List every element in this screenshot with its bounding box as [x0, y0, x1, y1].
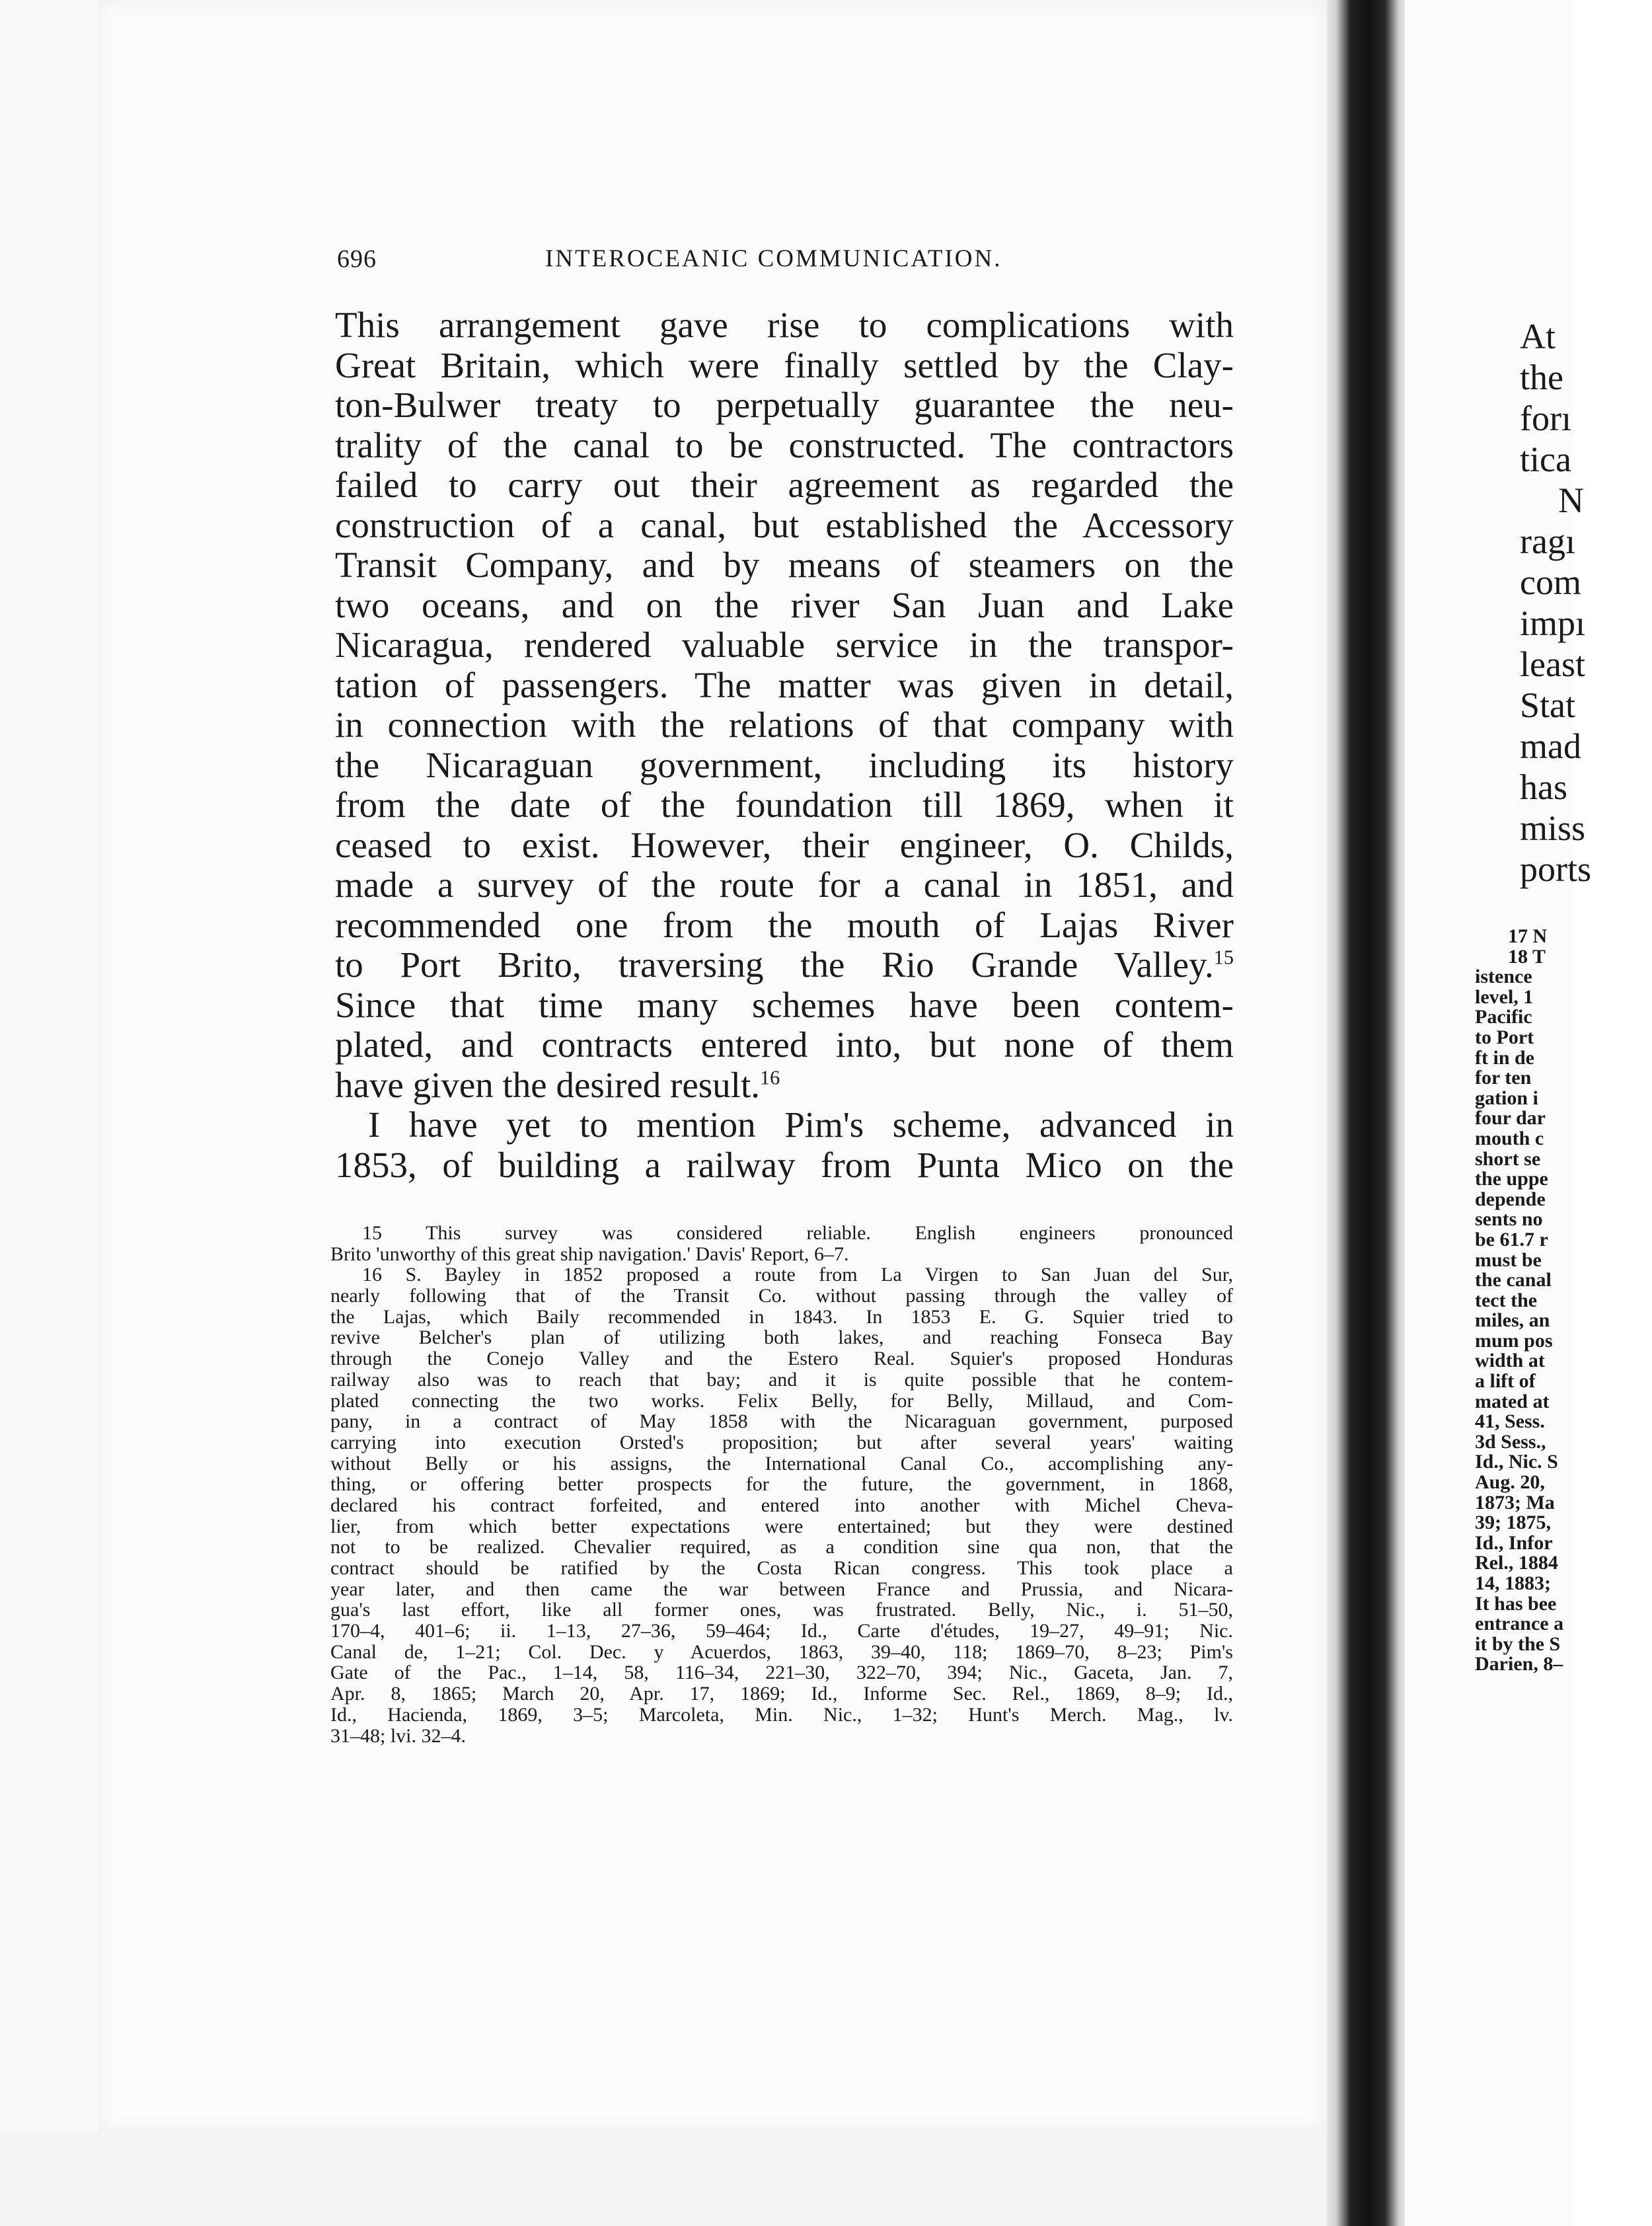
body-line: made a survey of the route for a canal in 1851, and	[335, 864, 1234, 905]
right-body-fragment: Stat	[1520, 685, 1576, 725]
footnote-line: 170–4, 401–6; ii. 1–13, 27–36, 59–464; Id., Carte d'études, 19–27, 49–91; Nic.	[330, 1620, 1233, 1642]
right-note-fragment: Aug. 20,	[1475, 1471, 1545, 1494]
right-note-fragment: 3d Sess.,	[1475, 1430, 1546, 1453]
right-note-fragment: must be	[1475, 1248, 1542, 1271]
footnote-line: declared his contract forfeited, and entered into another with Michel Cheva-	[330, 1494, 1233, 1516]
footnote-line: the Lajas, which Baily recommended in 1843. In 1853 E. G. Squier tried to	[330, 1305, 1233, 1328]
body-line	[335, 945, 1234, 985]
footnote-line: plated connecting the two works. Felix Belly, for Belly, Millaud, and Com-	[330, 1389, 1233, 1412]
right-note-fragment: 39; 1875,	[1475, 1512, 1551, 1534]
right-note-fragment: 18 T	[1508, 945, 1546, 968]
right-page-body-fragments	[1520, 316, 1652, 890]
footnote-line: lier, from which better expectations were entertained; but they were destined	[330, 1515, 1233, 1537]
body-line: This arrangement gave rise to complications with	[335, 305, 1234, 345]
right-body-fragment: forı	[1520, 399, 1571, 438]
right-body-fragment: com	[1520, 562, 1581, 602]
footnote-line: carrying into execution Orsted's proposition; but after several years' waiting	[330, 1431, 1233, 1453]
running-head-title: INTEROCEANIC COMMUNICATION.	[545, 245, 1002, 272]
right-note-fragment: short se	[1475, 1147, 1541, 1170]
right-note-fragment: entrance a	[1475, 1613, 1564, 1635]
footnote-line: Id., Hacienda, 1869, 3–5; Marcoleta, Min. Nic., 1–32; Hunt's Merch. Mag., lv.	[330, 1703, 1233, 1726]
body-line-text: to Port Brito, traversing the Rio Grande Valley.	[335, 944, 1214, 985]
body-line: recommended one from the mouth of Lajas River	[335, 904, 1234, 945]
body-line: in connection with the relations of that company with	[335, 705, 1234, 745]
body-text	[335, 305, 1234, 1185]
right-note-fragment: a lift of	[1475, 1370, 1536, 1393]
body-line: Since that time many schemes have been contem-	[335, 984, 1234, 1025]
footnote-line: through the Conejo Valley and the Estero Real. Squier's proposed Honduras	[330, 1348, 1233, 1370]
right-page-note-fragments	[1475, 927, 1607, 1675]
footnote-line: railway also was to reach that bay; and it is quite possible that he contem-	[330, 1368, 1233, 1391]
right-note-fragment: level, 1	[1475, 985, 1534, 1008]
footnote-line: 16 S. Bayley in 1852 proposed a route from La Virgen to San Juan del Sur,	[362, 1264, 1233, 1286]
right-note-fragment: 17 N	[1508, 925, 1548, 947]
right-note-fragment: it by the S	[1475, 1632, 1561, 1655]
right-note-fragment: 41, Sess.	[1475, 1410, 1545, 1433]
page-bottom-margin	[0, 2131, 1327, 2226]
right-body-fragment: has	[1520, 767, 1567, 807]
right-body-fragment: miss	[1520, 808, 1586, 848]
footnote-line: contract should be ratified by the Costa Rican congress. This took place a	[330, 1557, 1233, 1579]
body-line: Great Britain, which were finally settled by the Clay-	[335, 344, 1234, 385]
page-number: 696	[337, 245, 377, 273]
right-body-fragment: ragı	[1520, 521, 1575, 561]
right-note-fragment: depende	[1475, 1188, 1546, 1210]
right-note-fragment: mated at	[1475, 1390, 1550, 1412]
right-body-fragment: the	[1520, 358, 1563, 397]
right-body-fragment: N	[1558, 480, 1584, 520]
footnote-line: thing, or offering better prospects for the future, the government, in 1868,	[330, 1473, 1233, 1496]
body-line: construction of a canal, but established the Accessory	[335, 504, 1234, 545]
body-line: trality of the canal to be constructed. The contractors	[335, 424, 1234, 465]
footnote-line: without Belly or his assigns, the International Canal Co., accomplishing any-	[330, 1452, 1233, 1475]
right-note-fragment: be 61.7 r	[1475, 1228, 1548, 1250]
body-line: 1853, of building a railway from Punta Mico on the	[335, 1144, 1234, 1185]
footnote-line: 31–48; lvi. 32–4.	[330, 1724, 467, 1747]
right-note-fragment: gation i	[1475, 1087, 1538, 1109]
running-header	[337, 245, 1232, 278]
body-line: plated, and contracts entered into, but none of them	[335, 1024, 1234, 1065]
right-note-fragment: to Port	[1475, 1026, 1534, 1048]
right-note-fragment: sents no	[1475, 1208, 1543, 1231]
right-note-fragment: 14, 1883;	[1475, 1572, 1551, 1594]
body-line: two oceans, and on the river San Juan and Lake	[335, 584, 1234, 625]
body-line: from the date of the foundation till 1869, when it	[335, 785, 1234, 825]
right-note-fragment: Darien, 8–	[1475, 1653, 1563, 1675]
body-line: failed to carry out their agreement as regarded the	[335, 465, 1234, 505]
book-gutter-shadow	[1327, 0, 1405, 2226]
body-line: ceased to exist. However, their engineer, O. Childs,	[335, 824, 1234, 865]
footnote-line: pany, in a contract of May 1858 with the Nicaraguan government, purposed	[330, 1410, 1233, 1433]
right-body-fragment: impı	[1520, 603, 1586, 643]
footnote-line: Canal de, 1–21; Col. Dec. y Acuerdos, 1863, 39–40, 118; 1869–70, 8–23; Pim's	[330, 1640, 1233, 1663]
right-note-fragment: Rel., 1884	[1475, 1552, 1558, 1574]
right-body-fragment: ports	[1520, 849, 1591, 889]
footnote-line: year later, and then came the war between France and Prussia, and Nicara-	[330, 1578, 1233, 1600]
body-line: ton-Bulwer treaty to perpetually guarantee the neu-	[335, 385, 1234, 425]
body-line: I have yet to mention Pim's scheme, advanced in	[368, 1104, 1234, 1145]
right-body-fragment: least	[1520, 644, 1585, 684]
footnote-line: Apr. 8, 1865; March 20, Apr. 17, 1869; Id., Informe Sec. Rel., 1869, 8–9; Id.,	[330, 1683, 1233, 1705]
footnote-line: Gate of the Pac., 1–14, 58, 116–34, 221–30, 322–70, 394; Nic., Gaceta, Jan. 7,	[330, 1662, 1233, 1684]
right-note-fragment: for ten	[1475, 1067, 1532, 1089]
footnote-line: not to be realized. Chevalier required, as a condition sine qua non, that the	[330, 1536, 1233, 1558]
footnote-line: Brito 'unworthy of this great ship navigation.' Davis' Report, 6–7.	[330, 1243, 849, 1265]
right-note-fragment: ft in de	[1475, 1046, 1534, 1069]
right-note-fragment: the uppe	[1475, 1168, 1548, 1190]
right-body-fragment: mad	[1520, 726, 1581, 766]
footnote-line: nearly following that of the Transit Co. without passing through the valley of	[330, 1285, 1233, 1307]
body-line-text: have given the desired result.	[335, 1064, 760, 1105]
footnote-ref-15: 15	[1213, 946, 1234, 969]
right-note-fragment: mouth c	[1475, 1127, 1544, 1149]
footnote-line: revive Belcher's plan of utilizing both lakes, and reaching Fonseca Bay	[330, 1326, 1233, 1349]
footnote-ref-16: 16	[759, 1066, 780, 1089]
right-note-fragment: the canal	[1475, 1269, 1552, 1291]
body-line	[335, 1065, 1234, 1106]
right-note-fragment: mum pos	[1475, 1329, 1553, 1352]
right-note-fragment: istence	[1475, 966, 1532, 988]
footnotes	[330, 1223, 1233, 1746]
right-note-fragment: Id., Nic. S	[1475, 1451, 1558, 1473]
right-note-fragment: 1873; Ma	[1475, 1491, 1555, 1514]
right-body-fragment: At	[1520, 317, 1556, 356]
right-note-fragment: four dar	[1475, 1107, 1546, 1130]
right-note-fragment: tect the	[1475, 1289, 1538, 1311]
body-line: Nicaragua, rendered valuable service in the transpor-	[335, 625, 1234, 665]
footnote-line: 15 This survey was considered reliable. English engineers pronounced	[362, 1222, 1233, 1244]
body-line: Transit Company, and by means of steamers on the	[335, 545, 1234, 585]
right-note-fragment: miles, an	[1475, 1309, 1550, 1332]
footnote-line: gua's last effort, like all former ones, was frustrated. Belly, Nic., i. 51–50,	[330, 1599, 1233, 1621]
right-note-fragment: width at	[1475, 1350, 1545, 1372]
body-line: the Nicaraguan government, including its history	[335, 744, 1234, 785]
right-note-fragment: It has bee	[1475, 1592, 1557, 1615]
right-note-fragment: Pacific	[1475, 1006, 1532, 1028]
right-body-fragment: tica	[1520, 440, 1571, 479]
right-note-fragment: Id., Infor	[1475, 1531, 1553, 1554]
body-line: tation of passengers. The matter was given in detail,	[335, 664, 1234, 705]
